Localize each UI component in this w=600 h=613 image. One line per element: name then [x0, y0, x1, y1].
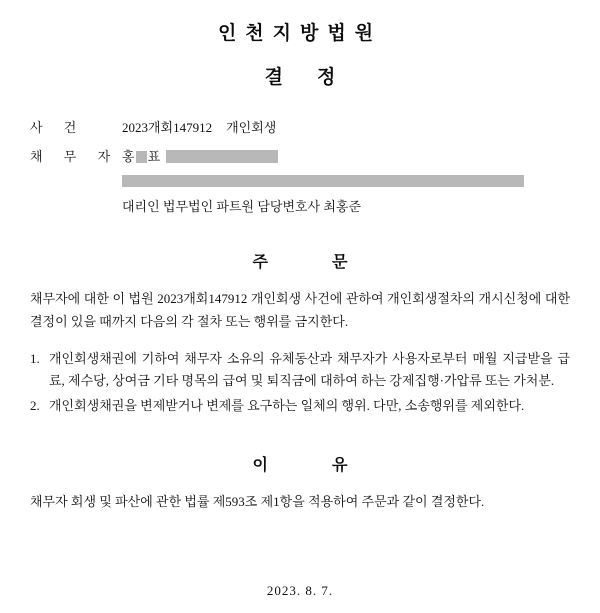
document-type-title: 결정	[264, 67, 370, 88]
main-order-items	[30, 348, 570, 418]
reason-heading: 이 유	[252, 456, 378, 474]
reason-paragraph: 채무자 회생 및 파산에 관한 법률 제593조 제1항을 적용하여 주문과 같이 결정한다.	[30, 493, 485, 509]
debtor-row	[30, 146, 570, 165]
case-label: 사 건	[30, 120, 86, 135]
debtor-name-prefix: 홍	[122, 149, 135, 164]
case-name: 개인회생	[226, 120, 277, 135]
list-item-number: 1.	[30, 350, 40, 366]
list-item-number: 2.	[30, 398, 40, 413]
debtor-name-suffix: 표	[147, 149, 161, 164]
list-item	[30, 348, 570, 394]
main-order-heading: 주 문	[252, 254, 378, 271]
document-page	[0, 18, 600, 613]
representative-line: 대리인 법무법인 파트원 담당변호사 최홍준	[122, 199, 362, 214]
list-item-text: 개인회생채권에 기하여 채무자 소유의 유체동산과 채무자가 사용자로부터 매월 지급받을 급료, 제수당, 상여금 기타 명목의 급여 및 퇴직금에 대하여 하는 강제집행·가압류 또는 가처분.	[49, 350, 570, 389]
case-metadata	[30, 117, 570, 215]
court-title: 인천지방법원	[217, 23, 383, 44]
case-value	[122, 117, 570, 136]
main-order-paragraph: 채무자에 대한 이 법원 2023개회147912 개인회생 사건에 관하여 개인회생절차의 개시신청에 대한 결정이 있을 때까지 다음의 각 절차 또는 행위를 금지한다.	[30, 291, 570, 329]
debtor-value	[122, 146, 570, 165]
list-item	[30, 395, 570, 418]
debtor-address-redaction	[30, 175, 570, 187]
decision-date: 2023. 8. 7.	[266, 583, 334, 598]
case-number: 2023개회147912	[122, 120, 213, 135]
case-row	[30, 117, 570, 136]
redaction-bar-icon	[122, 175, 524, 187]
redaction-block-icon	[166, 150, 278, 163]
redaction-block-icon	[136, 151, 147, 163]
debtor-label: 채 무 자	[30, 149, 120, 164]
list-item-text: 개인회생채권을 변제받거나 변제를 요구하는 일체의 행위. 다만, 소송행위를 제외한다.	[49, 398, 525, 413]
